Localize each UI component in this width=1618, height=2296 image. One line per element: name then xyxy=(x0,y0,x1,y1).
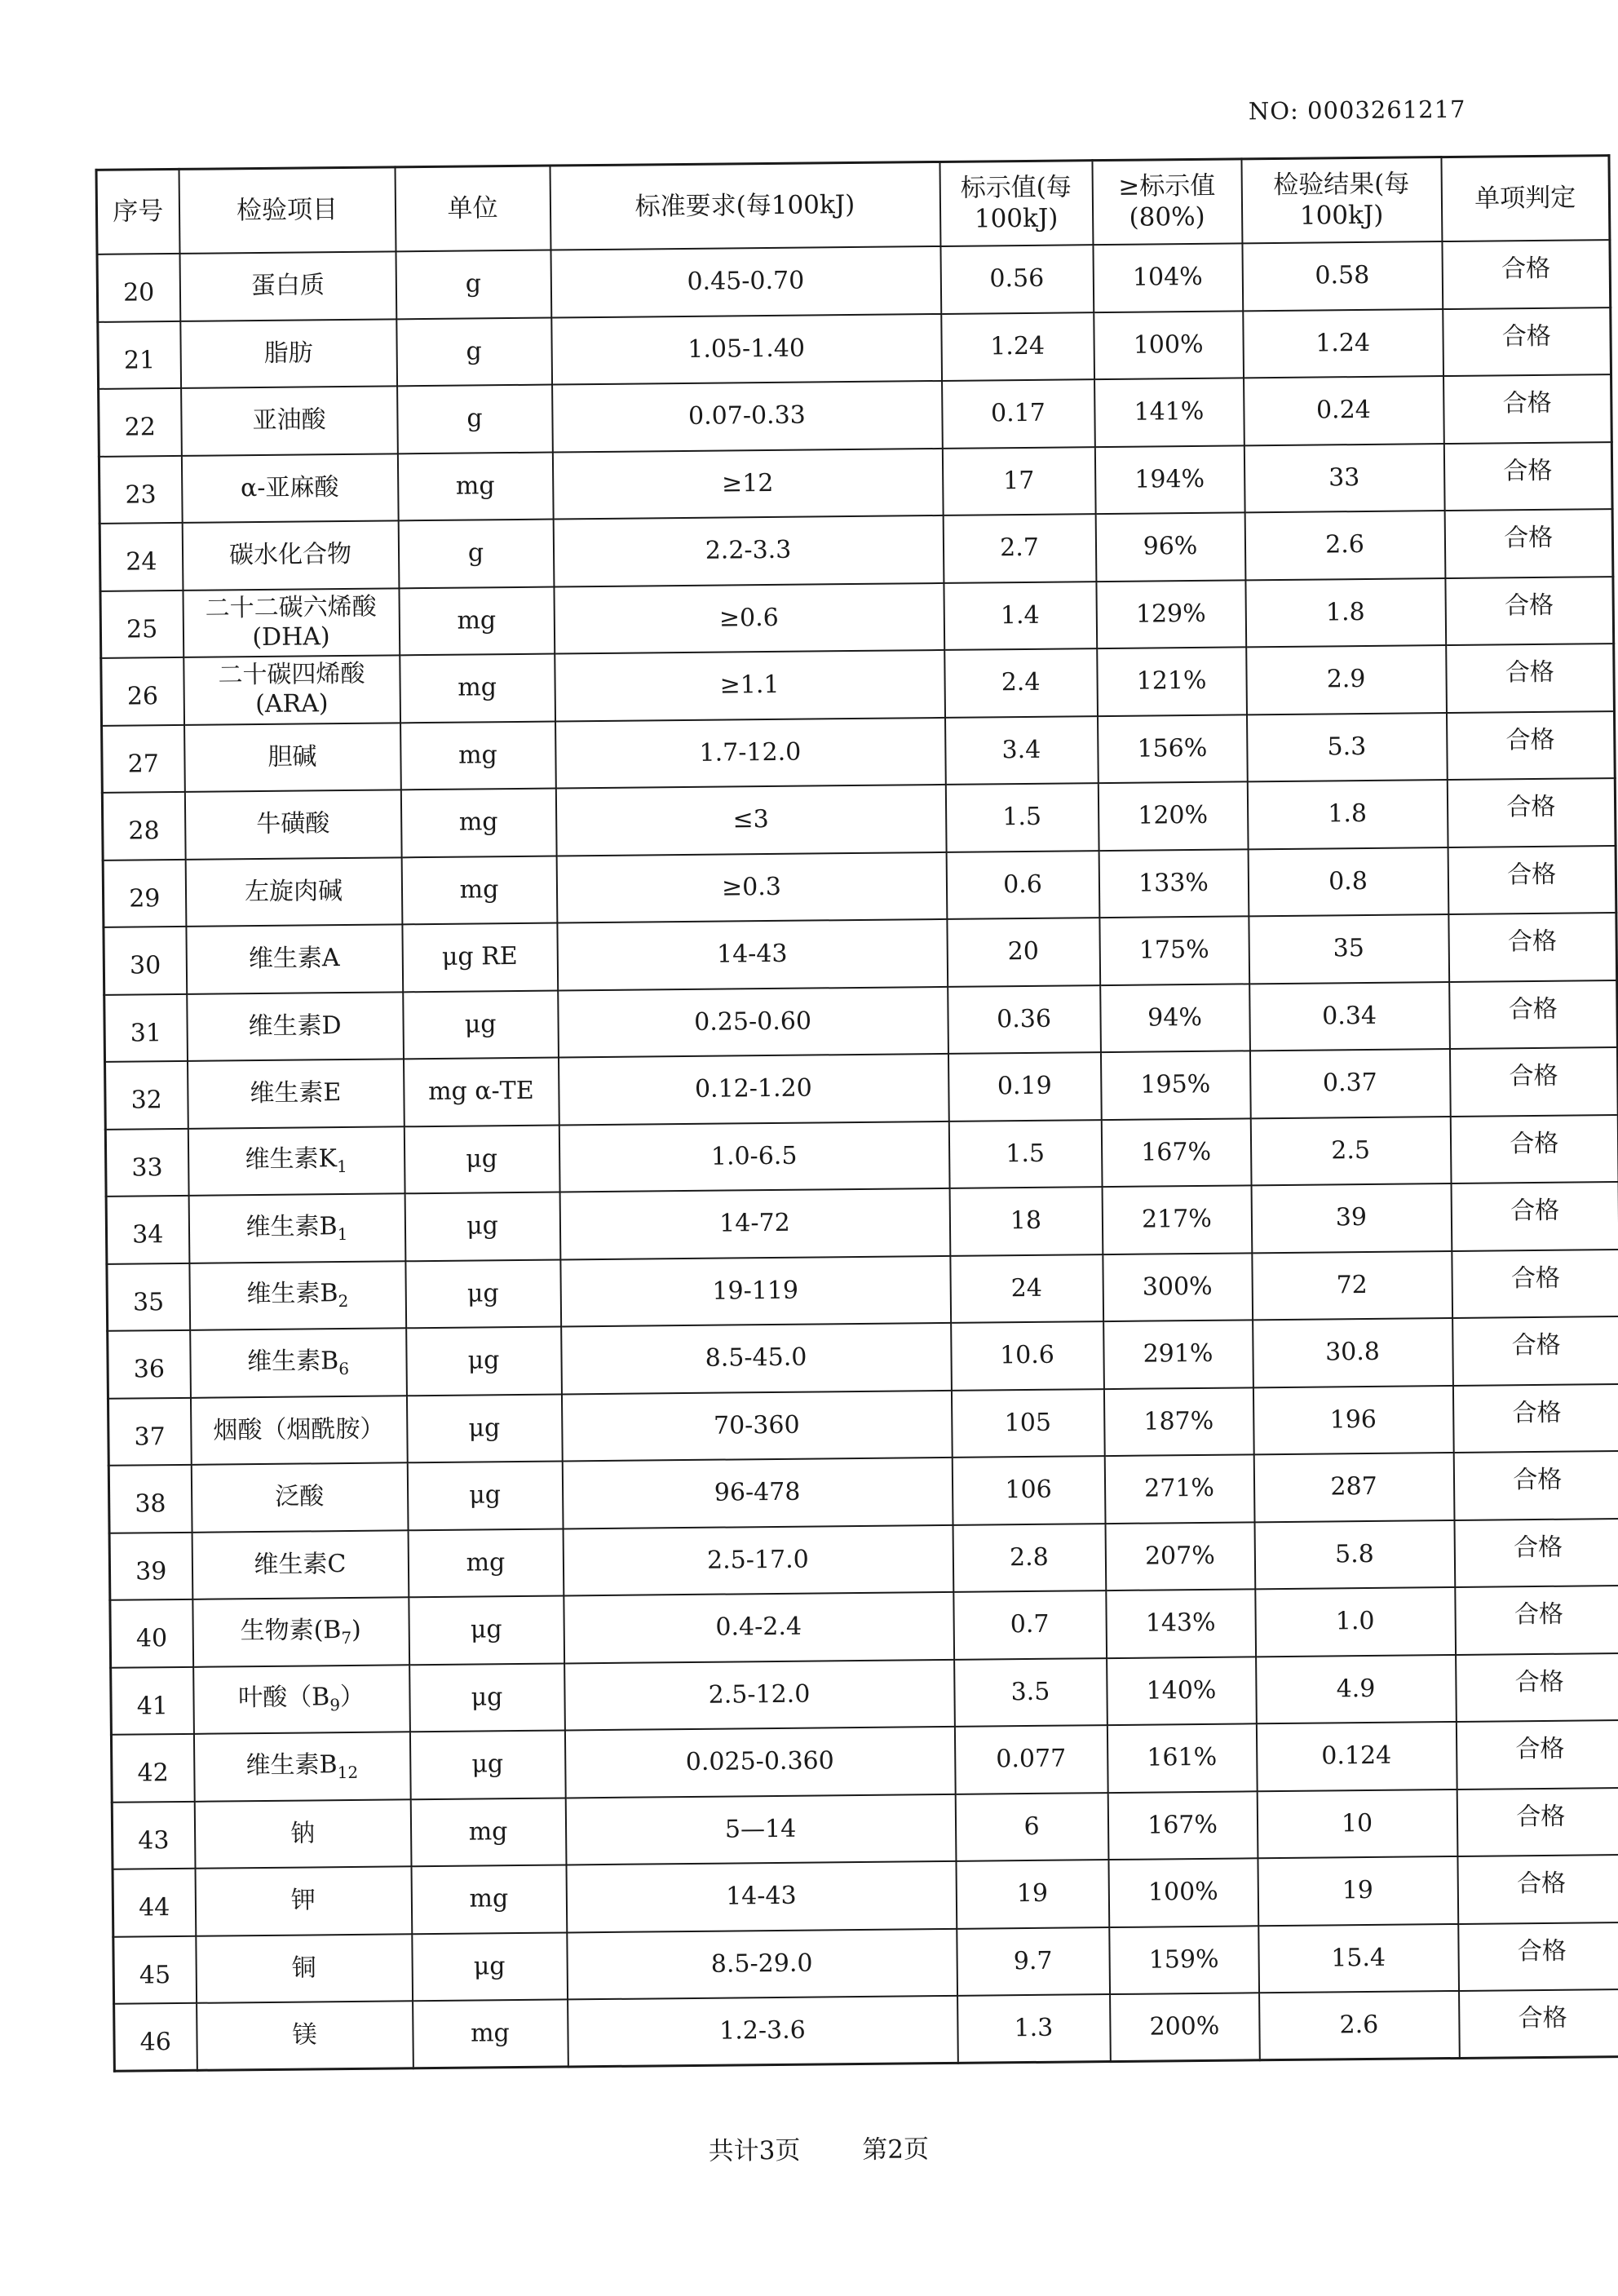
cell-item: 维生素E xyxy=(188,1059,404,1128)
cell-label-value: 19 xyxy=(956,1860,1109,1928)
cell-standard: 14-43 xyxy=(557,919,948,990)
cell-judgement: 合格 xyxy=(1449,980,1618,1049)
cell-label-value: 20 xyxy=(947,918,1100,986)
cell-ratio: 217% xyxy=(1102,1185,1252,1254)
cell-result: 1.8 xyxy=(1247,780,1448,849)
table-row xyxy=(114,1989,1618,2071)
cell-unit: mg xyxy=(410,1798,566,1866)
page-footer xyxy=(10,2121,1618,2174)
cell-item: 维生素$B_{12}$ xyxy=(193,1732,410,1801)
cell-unit: μg xyxy=(404,1125,559,1193)
cell-index: 32 xyxy=(105,1061,188,1129)
cell-item: 维生素C xyxy=(192,1530,409,1599)
cell-result: 33 xyxy=(1244,444,1444,513)
cell-ratio: 143% xyxy=(1106,1589,1256,1657)
cell-index: 34 xyxy=(106,1196,189,1263)
cell-index: 46 xyxy=(114,2003,197,2071)
cell-ratio: 161% xyxy=(1107,1723,1257,1792)
cell-standard: ≥0.3 xyxy=(556,852,947,922)
cell-result: 2.5 xyxy=(1250,1117,1451,1186)
cell-standard: 0.12-1.20 xyxy=(558,1054,948,1125)
cell-index: 39 xyxy=(109,1532,192,1599)
cell-label-value: 2.4 xyxy=(944,648,1098,717)
cell-standard: 1.7-12.0 xyxy=(555,717,946,788)
cell-judgement: 合格 xyxy=(1448,846,1616,914)
cell-unit: mg xyxy=(413,1999,568,2068)
cell-index: 27 xyxy=(102,724,185,792)
cell-ratio: 300% xyxy=(1103,1253,1253,1321)
cell-ratio: 94% xyxy=(1100,984,1250,1052)
cell-unit: g xyxy=(397,385,553,453)
cell-item: 亚油酸 xyxy=(181,386,398,455)
cell-unit: μg xyxy=(406,1326,562,1395)
cell-judgement: 合格 xyxy=(1449,1047,1618,1116)
cell-ratio: 104% xyxy=(1093,243,1243,312)
cell-label-value: 0.7 xyxy=(953,1590,1107,1659)
cell-result: 0.24 xyxy=(1244,376,1444,445)
cell-judgement: 合格 xyxy=(1444,509,1613,577)
cell-result: 4.9 xyxy=(1256,1654,1457,1723)
cell-label-value: 9.7 xyxy=(957,1927,1110,1996)
cell-unit: mg xyxy=(400,654,555,723)
cell-judgement: 合格 xyxy=(1455,1586,1618,1654)
cell-index: 42 xyxy=(111,1734,194,1802)
cell-judgement: 合格 xyxy=(1443,442,1612,511)
header-standard: 标准要求(每100kJ) xyxy=(550,161,940,250)
cell-ratio: 167% xyxy=(1101,1118,1251,1187)
cell-index: 35 xyxy=(107,1263,190,1330)
cell-label-value: 1.24 xyxy=(941,312,1094,381)
cell-item: 蛋白质 xyxy=(179,251,396,321)
cell-index: 28 xyxy=(102,792,185,860)
cell-standard: ≤3 xyxy=(555,785,946,856)
cell-item: 维生素A xyxy=(186,924,403,993)
cell-unit: μg xyxy=(404,1192,560,1260)
cell-judgement: 合格 xyxy=(1452,1316,1618,1385)
cell-judgement: 合格 xyxy=(1457,1787,1618,1856)
cell-ratio: 167% xyxy=(1107,1791,1258,1860)
cell-ratio: 291% xyxy=(1103,1320,1253,1388)
cell-label-value: 0.077 xyxy=(954,1725,1107,1794)
cell-judgement: 合格 xyxy=(1459,1989,1618,2058)
cell-item: 泛酸 xyxy=(191,1462,408,1532)
cell-unit: μg xyxy=(405,1259,561,1328)
cell-standard: 1.2-3.6 xyxy=(568,1996,958,2067)
report-number: NO: 0003261217 xyxy=(1248,95,1466,126)
cell-ratio: 200% xyxy=(1110,1993,1260,2061)
cell-judgement: 合格 xyxy=(1452,1250,1618,1318)
header-ratio: ≥标示值(80%) xyxy=(1092,159,1242,245)
header-judgement: 单项判定 xyxy=(1441,156,1610,241)
cell-item: 叶酸$(B_9)$ xyxy=(193,1665,410,1734)
cell-judgement: 合格 xyxy=(1456,1653,1618,1722)
cell-ratio: 195% xyxy=(1100,1051,1250,1119)
cell-unit: mg xyxy=(401,856,557,924)
cell-label-value: 0.19 xyxy=(948,1052,1101,1121)
cell-item: α-亚麻酸 xyxy=(181,453,398,523)
cell-result: 0.34 xyxy=(1249,982,1450,1051)
cell-label-value: 3.5 xyxy=(954,1658,1107,1727)
cell-label-value: 10.6 xyxy=(951,1321,1104,1390)
cell-index: 26 xyxy=(101,657,184,725)
cell-ratio: 96% xyxy=(1095,512,1245,581)
cell-label-value: 6 xyxy=(955,1793,1108,1861)
cell-item: 胆碱 xyxy=(184,723,401,792)
cell-ratio: 120% xyxy=(1098,781,1248,850)
cell-item: 碳水化合物 xyxy=(182,520,399,590)
cell-judgement: 合格 xyxy=(1442,240,1611,308)
cell-item: 二十碳四烯酸(ARA) xyxy=(183,655,400,724)
cell-standard: 8.5-29.0 xyxy=(567,1928,957,1999)
cell-label-value: 0.6 xyxy=(946,851,1099,919)
cell-item: 钠 xyxy=(194,1799,411,1869)
cell-unit: mg xyxy=(408,1528,564,1597)
cell-index: 33 xyxy=(105,1128,188,1196)
cell-result: 2.6 xyxy=(1244,511,1445,580)
cell-ratio: 133% xyxy=(1099,849,1249,918)
cell-unit: mg xyxy=(397,452,553,520)
cell-standard: 96-478 xyxy=(562,1458,953,1528)
cell-index: 30 xyxy=(104,927,187,994)
cell-standard: ≥1.1 xyxy=(555,650,945,721)
cell-item: 镁 xyxy=(197,2001,413,2070)
total-pages: 共计3页 xyxy=(708,2135,801,2166)
cell-standard: 8.5-45.0 xyxy=(561,1323,952,1394)
cell-label-value: 2.7 xyxy=(943,514,1096,582)
cell-label-value: 0.56 xyxy=(940,245,1094,313)
cell-unit: g xyxy=(396,250,551,319)
cell-label-value: 24 xyxy=(950,1254,1103,1323)
cell-unit: μg RE xyxy=(402,923,558,992)
cell-standard: 19-119 xyxy=(560,1255,951,1326)
cell-ratio: 194% xyxy=(1094,445,1244,514)
cell-judgement: 合格 xyxy=(1450,1115,1618,1183)
cell-standard: ≥0.6 xyxy=(554,582,944,653)
cell-result: 196 xyxy=(1253,1385,1453,1454)
cell-index: 38 xyxy=(108,1465,192,1533)
cell-unit: μg xyxy=(409,1663,565,1732)
cell-judgement: 合格 xyxy=(1446,711,1615,780)
cell-standard: ≥12 xyxy=(552,448,943,519)
cell-item: 烟酸（烟酰胺） xyxy=(190,1396,407,1465)
cell-unit: mg xyxy=(399,586,555,655)
cell-result: 5.3 xyxy=(1246,713,1447,782)
cell-item: 脂肪 xyxy=(180,319,397,388)
cell-index: 37 xyxy=(108,1397,191,1465)
cell-index: 22 xyxy=(99,388,182,456)
cell-label-value: 0.36 xyxy=(948,985,1101,1054)
cell-index: 23 xyxy=(99,455,182,523)
cell-unit: μg xyxy=(403,990,559,1059)
cell-standard: 0.07-0.33 xyxy=(552,381,943,452)
cell-result: 0.124 xyxy=(1256,1722,1457,1791)
cell-ratio: 100% xyxy=(1108,1858,1258,1927)
cell-judgement: 合格 xyxy=(1445,577,1614,645)
cell-judgement: 合格 xyxy=(1456,1720,1618,1789)
cell-result: 0.37 xyxy=(1249,1049,1450,1118)
cell-item: 维生素$B_1$ xyxy=(188,1193,405,1263)
cell-label-value: 106 xyxy=(952,1456,1105,1524)
header-item: 检验项目 xyxy=(179,167,396,254)
cell-item: 牛磺酸 xyxy=(184,790,401,859)
cell-unit: mg α-TE xyxy=(403,1058,559,1126)
cell-standard: 1.0-6.5 xyxy=(559,1121,949,1192)
cell-unit: μg xyxy=(409,1730,565,1798)
cell-judgement: 合格 xyxy=(1457,1855,1618,1923)
cell-ratio: 129% xyxy=(1096,580,1246,648)
cell-result: 19 xyxy=(1258,1856,1458,1926)
cell-label-value: 1.5 xyxy=(945,783,1099,852)
cell-index: 31 xyxy=(104,993,188,1061)
cell-item: 维生素$K_1$ xyxy=(188,1126,404,1196)
cell-result: 5.8 xyxy=(1254,1520,1455,1589)
cell-result: 0.8 xyxy=(1248,847,1448,917)
cell-label-value: 0.17 xyxy=(942,379,1095,448)
cell-standard: 14-72 xyxy=(559,1188,950,1259)
cell-ratio: 141% xyxy=(1094,378,1244,446)
cell-unit: μg xyxy=(407,1461,563,1529)
cell-result: 35 xyxy=(1249,914,1449,984)
header-unit: 单位 xyxy=(395,166,550,251)
cell-index: 43 xyxy=(112,1801,195,1869)
cell-label-value: 105 xyxy=(951,1389,1104,1458)
cell-item: 左旋肉碱 xyxy=(185,857,402,927)
cell-unit: mg xyxy=(400,721,556,790)
cell-standard: 2.5-17.0 xyxy=(563,1524,953,1595)
cell-index: 44 xyxy=(113,1869,196,1936)
cell-index: 40 xyxy=(110,1599,193,1667)
cell-item: 铜 xyxy=(196,1934,413,2003)
cell-standard: 70-360 xyxy=(561,1390,952,1461)
cell-result: 2.9 xyxy=(1246,645,1447,714)
cell-index: 29 xyxy=(103,859,186,927)
cell-judgement: 合格 xyxy=(1458,1922,1618,1990)
cell-unit: mg xyxy=(411,1865,567,1933)
current-page: 第2页 xyxy=(862,2135,930,2165)
cell-result: 30.8 xyxy=(1253,1318,1453,1387)
cell-index: 41 xyxy=(111,1666,194,1734)
cell-standard: 0.25-0.60 xyxy=(558,986,948,1057)
cell-standard: 0.4-2.4 xyxy=(564,1592,954,1663)
cell-result: 39 xyxy=(1251,1183,1452,1253)
cell-item: 生物素$(B_7)$ xyxy=(192,1597,409,1666)
cell-label-value: 3.4 xyxy=(945,716,1099,785)
cell-item: 维生素$B_6$ xyxy=(190,1328,407,1397)
cell-result: 10 xyxy=(1257,1789,1457,1858)
cell-judgement: 合格 xyxy=(1447,778,1616,847)
inspection-table xyxy=(95,154,1618,2073)
cell-standard: 0.025-0.360 xyxy=(564,1727,955,1798)
cell-standard: 0.45-0.70 xyxy=(550,246,941,317)
cell-result: 2.6 xyxy=(1259,1991,1460,2060)
cell-unit: μg xyxy=(412,1932,568,2001)
cell-ratio: 121% xyxy=(1097,647,1247,715)
table-header-row xyxy=(96,156,1610,254)
cell-index: 24 xyxy=(99,523,183,591)
cell-label-value: 17 xyxy=(942,447,1095,515)
cell-standard: 1.05-1.40 xyxy=(551,313,942,384)
cell-judgement: 合格 xyxy=(1446,644,1615,712)
cell-label-value: 2.8 xyxy=(953,1524,1106,1592)
cell-result: 1.24 xyxy=(1243,309,1443,378)
cell-label-value: 1.4 xyxy=(944,582,1097,650)
cell-standard: 5—14 xyxy=(565,1794,956,1865)
header-index: 序号 xyxy=(96,169,179,254)
cell-ratio: 207% xyxy=(1105,1522,1255,1590)
cell-result: 15.4 xyxy=(1258,1923,1459,1993)
cell-item: 钾 xyxy=(195,1866,412,1935)
header-result: 检验结果(每100kJ) xyxy=(1241,157,1442,244)
cell-ratio: 156% xyxy=(1097,714,1247,783)
cell-index: 25 xyxy=(100,590,183,657)
cell-judgement: 合格 xyxy=(1443,307,1611,376)
cell-judgement: 合格 xyxy=(1451,1182,1618,1250)
cell-judgement: 合格 xyxy=(1454,1519,1618,1587)
cell-standard: 2.2-3.3 xyxy=(553,515,944,586)
cell-index: 21 xyxy=(98,321,181,388)
cell-index: 45 xyxy=(113,1935,197,2003)
cell-judgement: 合格 xyxy=(1443,374,1612,443)
cell-judgement: 合格 xyxy=(1448,913,1617,981)
cell-unit: mg xyxy=(400,789,556,857)
cell-ratio: 271% xyxy=(1104,1454,1254,1523)
cell-ratio: 187% xyxy=(1103,1387,1253,1456)
cell-result: 0.58 xyxy=(1242,241,1443,311)
cell-standard: 2.5-12.0 xyxy=(564,1659,955,1730)
cell-ratio: 175% xyxy=(1099,916,1249,984)
cell-item: 维生素D xyxy=(187,992,404,1061)
cell-unit: μg xyxy=(409,1595,564,1664)
cell-index: 20 xyxy=(97,254,180,321)
cell-label-value: 1.3 xyxy=(957,1994,1111,2063)
cell-ratio: 140% xyxy=(1107,1657,1257,1725)
cell-index: 36 xyxy=(108,1330,191,1398)
cell-judgement: 合格 xyxy=(1453,1451,1618,1520)
cell-result: 1.8 xyxy=(1245,578,1446,648)
cell-result: 1.0 xyxy=(1255,1587,1456,1657)
cell-unit: μg xyxy=(406,1394,562,1462)
cell-ratio: 100% xyxy=(1094,311,1244,379)
cell-result: 72 xyxy=(1252,1251,1452,1321)
cell-label-value: 18 xyxy=(949,1187,1103,1255)
cell-unit: g xyxy=(396,317,552,386)
cell-ratio: 159% xyxy=(1109,1926,1259,1994)
cell-judgement: 合格 xyxy=(1452,1384,1618,1453)
cell-item: 维生素$B_2$ xyxy=(189,1261,406,1330)
cell-standard: 14-43 xyxy=(566,1861,957,1932)
header-label-value: 标示值(每100kJ) xyxy=(939,161,1093,246)
cell-result: 287 xyxy=(1253,1453,1454,1522)
cell-unit: g xyxy=(398,520,554,588)
cell-item: 二十二碳六烯酸(DHA) xyxy=(183,588,400,657)
cell-label-value: 1.5 xyxy=(948,1120,1102,1188)
